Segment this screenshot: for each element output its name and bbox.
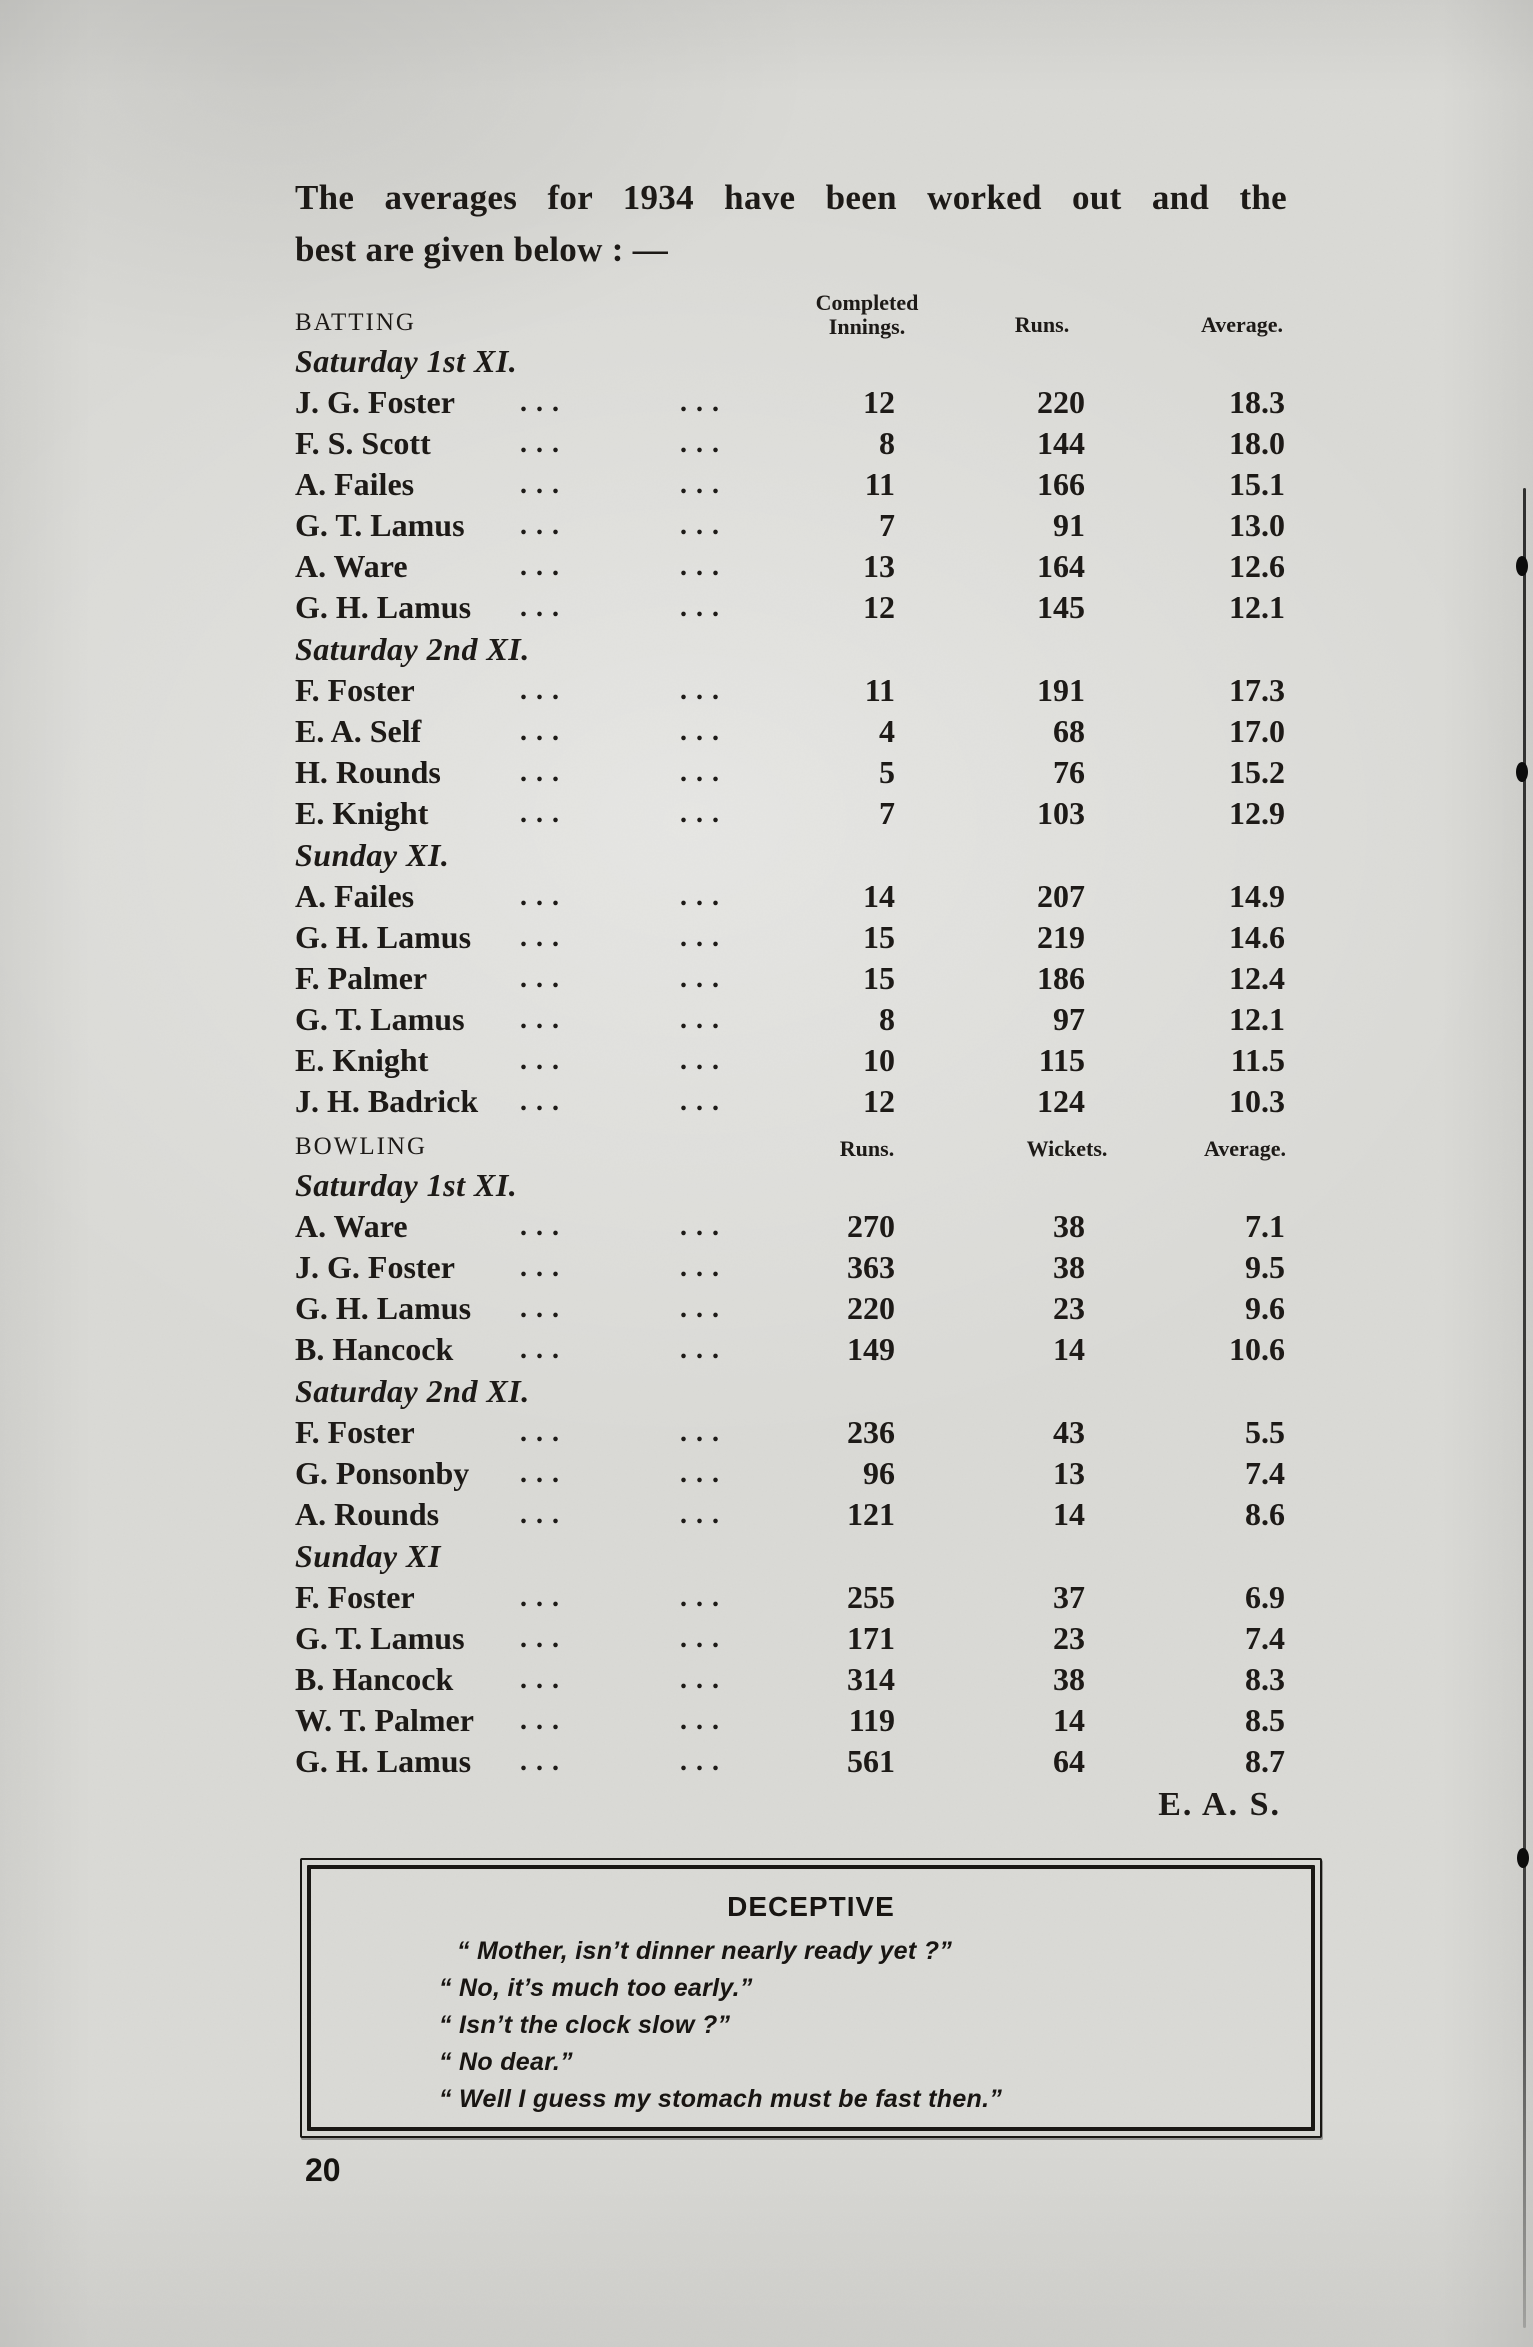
batting-row — [295, 999, 1287, 1040]
leader-dots: ... — [520, 798, 568, 829]
wickets-value: 14 — [1053, 1496, 1085, 1532]
bowling-row — [295, 1329, 1287, 1370]
leader-dots: ... — [520, 1252, 568, 1283]
innings-value: 8 — [879, 425, 895, 461]
player-name: J. G. Foster — [295, 1249, 455, 1285]
leader-dots: ... — [680, 469, 728, 500]
innings-value: 12 — [863, 1083, 895, 1119]
player-name: G. T. Lamus — [295, 1001, 465, 1037]
batting-table — [295, 340, 1287, 1122]
innings-value: 12 — [863, 589, 895, 625]
player-name: A. Failes — [295, 466, 415, 502]
player-name: H. Rounds — [295, 754, 441, 790]
leader-dots: ... — [680, 1334, 728, 1365]
innings-value: 7 — [879, 507, 895, 543]
wickets-value: 38 — [1053, 1661, 1085, 1697]
bowling-section-label: BOWLING — [295, 1133, 428, 1160]
author-initials: E. A. S. — [1158, 1786, 1281, 1823]
leader-dots: ... — [680, 716, 728, 747]
player-name: A. Rounds — [295, 1496, 440, 1532]
leader-dots: ... — [520, 1086, 568, 1117]
batting-group-title: Sunday XI. — [295, 837, 450, 873]
average-value: 10.3 — [1229, 1083, 1285, 1119]
innings-line: Innings. — [828, 314, 906, 339]
player-name: E. Knight — [295, 795, 429, 831]
bowling-group-title: Saturday 1st XI. — [295, 1167, 518, 1203]
column-header-average: Average. — [1203, 1136, 1287, 1161]
player-name: G. T. Lamus — [295, 507, 465, 543]
runs-value: 219 — [1037, 919, 1085, 955]
runs-value: 220 — [1037, 384, 1085, 420]
batting-column-headers — [295, 276, 1287, 340]
bowling-row — [295, 1494, 1287, 1535]
leader-dots: ... — [680, 757, 728, 788]
bowling-row — [295, 1618, 1287, 1659]
average-value: 7.1 — [1245, 1208, 1285, 1244]
leader-dots: ... — [680, 428, 728, 459]
binding-mark — [1516, 556, 1528, 576]
innings-value: 12 — [863, 384, 895, 420]
leader-dots: ... — [520, 428, 568, 459]
batting-section-label: BATTING — [295, 309, 416, 336]
column-header-average: Average. — [1200, 312, 1284, 337]
average-value: 8.6 — [1245, 1496, 1285, 1532]
runs-value: 91 — [1053, 507, 1085, 543]
bowling-group-title: Sunday XI — [295, 1538, 441, 1574]
innings-value: 7 — [879, 795, 895, 831]
runs-value: 171 — [847, 1620, 895, 1656]
bowling-row — [295, 1288, 1287, 1329]
completed-line: Completed — [815, 290, 919, 315]
runs-value: 124 — [1037, 1083, 1085, 1119]
column-header-completed-innings — [816, 291, 919, 339]
leader-dots: ... — [680, 1293, 728, 1324]
batting-row — [295, 587, 1287, 628]
average-value: 5.5 — [1245, 1414, 1285, 1450]
average-value: 18.3 — [1229, 384, 1285, 420]
bowling-table — [295, 1164, 1287, 1782]
wickets-value: 38 — [1053, 1249, 1085, 1285]
leader-dots: ... — [680, 1417, 728, 1448]
intro-text-line1: The averages for 1934 have been worked out and the — [295, 178, 1287, 217]
player-name: G. H. Lamus — [295, 1290, 472, 1326]
average-value: 11.5 — [1230, 1042, 1285, 1078]
runs-value: 149 — [847, 1331, 895, 1367]
bowling-row — [295, 1412, 1287, 1453]
player-name: J. H. Badrick — [295, 1083, 479, 1119]
joke-title: DECEPTIVE — [727, 1891, 895, 1922]
leader-dots: ... — [680, 922, 728, 953]
runs-value: 121 — [847, 1496, 895, 1532]
leader-dots: ... — [520, 510, 568, 541]
batting-row — [295, 958, 1287, 999]
bowling-row — [295, 1659, 1287, 1700]
player-name: A. Failes — [295, 878, 415, 914]
batting-row — [295, 382, 1287, 423]
batting-row — [295, 1081, 1287, 1122]
leader-dots: ... — [680, 387, 728, 418]
innings-value: 15 — [863, 919, 895, 955]
innings-value: 11 — [864, 466, 895, 502]
leader-dots: ... — [520, 1417, 568, 1448]
player-name: E. Knight — [295, 1042, 429, 1078]
wickets-value: 37 — [1053, 1579, 1085, 1615]
leader-dots: ... — [520, 757, 568, 788]
average-value: 14.9 — [1229, 878, 1285, 914]
runs-value: 166 — [1037, 466, 1085, 502]
column-header-runs: Runs. — [1014, 312, 1070, 337]
runs-value: 144 — [1037, 425, 1085, 461]
leader-dots: ... — [520, 469, 568, 500]
runs-value: 103 — [1037, 795, 1085, 831]
player-name: B. Hancock — [295, 1661, 454, 1697]
wickets-value: 43 — [1053, 1414, 1085, 1450]
joke-line: “ Mother, isn’t dinner nearly ready yet ?” — [457, 1937, 953, 1965]
wickets-value: 64 — [1053, 1743, 1085, 1779]
leader-dots: ... — [520, 716, 568, 747]
bowling-group-title: Saturday 2nd XI. — [295, 1373, 530, 1409]
innings-value: 8 — [879, 1001, 895, 1037]
leader-dots: ... — [520, 1045, 568, 1076]
averages-article — [295, 172, 1287, 1828]
runs-value: 97 — [1053, 1001, 1085, 1037]
binding-mark — [1516, 762, 1528, 782]
joke-line: “ No dear.” — [439, 2048, 573, 2076]
batting-row — [295, 423, 1287, 464]
runs-value: 255 — [847, 1579, 895, 1615]
bowling-row — [295, 1741, 1287, 1782]
player-name: G. T. Lamus — [295, 1620, 465, 1656]
joke-box — [300, 1858, 1322, 2138]
average-value: 8.5 — [1245, 1702, 1285, 1738]
runs-value: 119 — [848, 1702, 895, 1738]
leader-dots: ... — [520, 1623, 568, 1654]
player-name: J. G. Foster — [295, 384, 455, 420]
batting-row — [295, 505, 1287, 546]
page-number: 20 — [305, 2152, 341, 2188]
leader-dots: ... — [520, 1004, 568, 1035]
bowling-column-headers — [295, 1122, 1287, 1164]
leader-dots: ... — [680, 1746, 728, 1777]
runs-value: 145 — [1037, 589, 1085, 625]
bowling-row — [295, 1700, 1287, 1741]
joke-box-inner-border — [307, 1865, 1315, 2131]
leader-dots: ... — [680, 798, 728, 829]
batting-row — [295, 464, 1287, 505]
average-value: 15.1 — [1229, 466, 1285, 502]
leader-dots: ... — [680, 1086, 728, 1117]
runs-value: 220 — [847, 1290, 895, 1326]
runs-value: 270 — [847, 1208, 895, 1244]
leader-dots: ... — [680, 1582, 728, 1613]
runs-value: 76 — [1053, 754, 1085, 790]
leader-dots: ... — [520, 1664, 568, 1695]
joke-line: “ Isn’t the clock slow ?” — [439, 2011, 731, 2039]
average-value: 8.7 — [1245, 1743, 1285, 1779]
innings-value: 13 — [863, 548, 895, 584]
average-value: 7.4 — [1245, 1620, 1285, 1656]
average-value: 17.3 — [1229, 672, 1285, 708]
player-name: G. H. Lamus — [295, 589, 472, 625]
runs-value: 186 — [1037, 960, 1085, 996]
player-name: G. H. Lamus — [295, 919, 472, 955]
leader-dots: ... — [680, 1458, 728, 1489]
leader-dots: ... — [520, 592, 568, 623]
leader-dots: ... — [520, 1458, 568, 1489]
average-value: 13.0 — [1229, 507, 1285, 543]
wickets-value: 13 — [1053, 1455, 1085, 1491]
wickets-value: 38 — [1053, 1208, 1085, 1244]
joke-dialogue — [311, 1933, 1311, 2118]
bowling-row — [295, 1247, 1287, 1288]
player-name: F. Foster — [295, 1414, 415, 1450]
leader-dots: ... — [520, 1499, 568, 1530]
player-name: G. Ponsonby — [295, 1455, 470, 1491]
innings-value: 11 — [864, 672, 895, 708]
average-value: 10.6 — [1229, 1331, 1285, 1367]
batting-row — [295, 876, 1287, 917]
intro-text-line2: best are given below : — — [295, 230, 669, 269]
batting-row — [295, 711, 1287, 752]
leader-dots: ... — [680, 1045, 728, 1076]
bowling-row — [295, 1453, 1287, 1494]
player-name: F. Foster — [295, 1579, 415, 1615]
leader-dots: ... — [680, 1004, 728, 1035]
batting-row — [295, 793, 1287, 834]
leader-dots: ... — [520, 881, 568, 912]
average-value: 12.6 — [1229, 548, 1285, 584]
leader-dots: ... — [520, 1334, 568, 1365]
wickets-value: 23 — [1053, 1620, 1085, 1656]
innings-value: 10 — [863, 1042, 895, 1078]
runs-value: 314 — [847, 1661, 895, 1697]
player-name: G. H. Lamus — [295, 1743, 472, 1779]
wickets-value: 14 — [1053, 1331, 1085, 1367]
leader-dots: ... — [520, 675, 568, 706]
batting-row — [295, 670, 1287, 711]
average-value: 17.0 — [1229, 713, 1285, 749]
leader-dots: ... — [680, 1499, 728, 1530]
batting-group-title: Saturday 1st XI. — [295, 343, 518, 379]
player-name: F. Palmer — [295, 960, 428, 996]
average-value: 12.4 — [1229, 960, 1285, 996]
leader-dots: ... — [520, 551, 568, 582]
average-value: 8.3 — [1245, 1661, 1285, 1697]
batting-row — [295, 546, 1287, 587]
wickets-value: 23 — [1053, 1290, 1085, 1326]
average-value: 9.5 — [1245, 1249, 1285, 1285]
runs-value: 191 — [1037, 672, 1085, 708]
leader-dots: ... — [680, 1623, 728, 1654]
player-name: B. Hancock — [295, 1331, 454, 1367]
leader-dots: ... — [520, 387, 568, 418]
average-value: 14.6 — [1229, 919, 1285, 955]
average-value: 12.1 — [1229, 1001, 1285, 1037]
wickets-value: 14 — [1053, 1702, 1085, 1738]
average-value: 9.6 — [1245, 1290, 1285, 1326]
column-header-runs: Runs. — [839, 1136, 895, 1161]
leader-dots: ... — [520, 922, 568, 953]
player-name: F. Foster — [295, 672, 415, 708]
leader-dots: ... — [680, 1211, 728, 1242]
binding-mark — [1517, 1848, 1529, 1868]
bowling-row — [295, 1577, 1287, 1618]
joke-line: “ Well I guess my stomach must be fast then.” — [439, 2085, 1003, 2113]
average-value: 15.2 — [1229, 754, 1285, 790]
leader-dots: ... — [680, 510, 728, 541]
player-name: W. T. Palmer — [295, 1702, 474, 1738]
leader-dots: ... — [520, 1705, 568, 1736]
column-header-wickets: Wickets. — [1026, 1136, 1108, 1161]
innings-value: 5 — [879, 754, 895, 790]
leader-dots: ... — [680, 963, 728, 994]
leader-dots: ... — [520, 1293, 568, 1324]
leader-dots: ... — [680, 1664, 728, 1695]
player-name: A. Ware — [295, 548, 408, 584]
average-value: 12.9 — [1229, 795, 1285, 831]
runs-value: 207 — [1037, 878, 1085, 914]
runs-value: 236 — [847, 1414, 895, 1450]
leader-dots: ... — [520, 963, 568, 994]
innings-value: 14 — [863, 878, 895, 914]
runs-value: 561 — [847, 1743, 895, 1779]
average-value: 18.0 — [1229, 425, 1285, 461]
leader-dots: ... — [680, 881, 728, 912]
joke-line: “ No, it’s much too early.” — [439, 1974, 753, 2002]
leader-dots: ... — [680, 551, 728, 582]
bowling-row — [295, 1206, 1287, 1247]
leader-dots: ... — [520, 1746, 568, 1777]
runs-value: 363 — [847, 1249, 895, 1285]
leader-dots: ... — [680, 675, 728, 706]
leader-dots: ... — [680, 592, 728, 623]
player-name: E. A. Self — [295, 713, 422, 749]
runs-value: 96 — [863, 1455, 895, 1491]
average-value: 6.9 — [1245, 1579, 1285, 1615]
runs-value: 68 — [1053, 713, 1085, 749]
player-name: F. S. Scott — [295, 425, 431, 461]
runs-value: 115 — [1038, 1042, 1085, 1078]
leader-dots: ... — [520, 1211, 568, 1242]
innings-value: 4 — [879, 713, 895, 749]
batting-row — [295, 752, 1287, 793]
player-name: A. Ware — [295, 1208, 408, 1244]
runs-value: 164 — [1037, 548, 1085, 584]
leader-dots: ... — [680, 1252, 728, 1283]
leader-dots: ... — [680, 1705, 728, 1736]
innings-value: 15 — [863, 960, 895, 996]
average-value: 12.1 — [1229, 589, 1285, 625]
batting-row — [295, 917, 1287, 958]
batting-group-title: Saturday 2nd XI. — [295, 631, 530, 667]
batting-row — [295, 1040, 1287, 1081]
average-value: 7.4 — [1245, 1455, 1285, 1491]
leader-dots: ... — [520, 1582, 568, 1613]
